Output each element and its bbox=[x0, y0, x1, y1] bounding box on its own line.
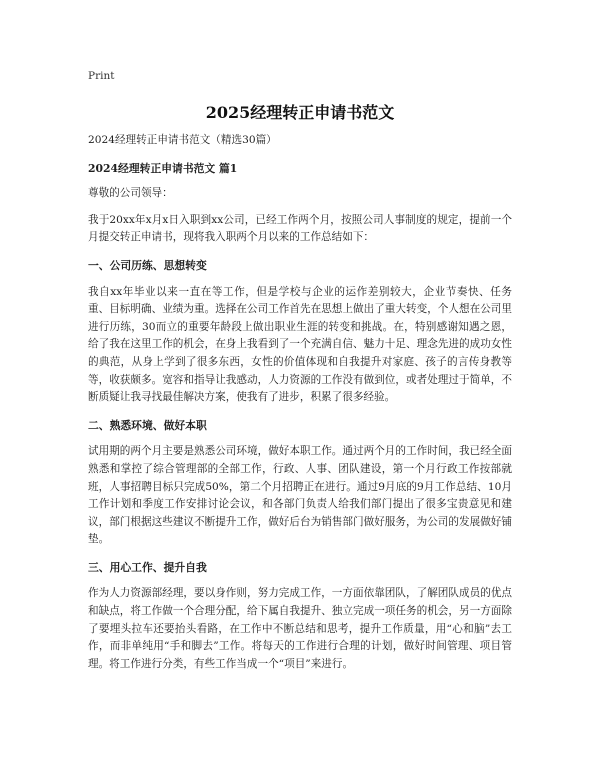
document-body bbox=[88, 132, 512, 683]
intro-paragraph: 我于20xx年x月x日入职到xx公司，已经工作两个月，按照公司人事制度的规定，提前一个月提交转正申请书，现将我入职两个月以来的工作总结如下： bbox=[88, 213, 512, 244]
page-title: 2025经理转正申请书范文 bbox=[205, 103, 395, 122]
greeting: 尊敬的公司领导： bbox=[88, 187, 173, 200]
document-subtitle: 2024经理转正申请书范文（精选30篇） bbox=[88, 134, 277, 146]
section-heading: 三、用心工作、提升自我 bbox=[88, 560, 207, 574]
section-heading: 二、熟悉环境、做好本职 bbox=[88, 418, 207, 432]
section-paragraph: 试用期的两个月主要是熟悉公司环境，做好本职工作。通过两个月的工作时间，我已经全面熟悉和掌控了综合管理部的全部工作，行政、人事、团队建设，第一个月行政工作按部就班，人事招聘目标只完成50%，第二个月招聘正在进行。通过9月底的9月工作总结、10月工作计划和季度工作安排讨论会议，和各部门负责人给我们部门提出了很多宝贵意见和建议，部门根据这些建议不断提升工作，做好后台为销售部门做好服务，为公司的发展做好铺垫。 bbox=[88, 445, 512, 546]
print-label[interactable]: Print bbox=[88, 70, 115, 82]
section-heading: 一、公司历练、思想转变 bbox=[88, 258, 207, 272]
article-heading: 2024经理转正申请书范文 篇1 bbox=[88, 161, 238, 175]
section-paragraph: 我自xx年毕业以来一直在等工作，但是学校与企业的运作差别较大，企业节奏快、任务重、目标明确、业绩为重。选择在公司工作首先在思想上做出了重大转变，个人想在公司里进行历练，30而立的重要年龄段上做出职业生涯的转变和挑战。在，特别感谢知遇之恩，给了我在这里工作的机会，在身上我看到了一个充满自信、魅力十足、理念先进的成功女性的典范，从身上学到了很多东西，女性的价值体现和自我提升对家庭、孩子的言传身教等等，收获颇多。宽容和指导让我感动，人力资源的工作没有做到位，或者处理过于简单，不断质疑让我寻找最佳解决方案，使我有了进步，积累了很多经验。 bbox=[88, 285, 512, 404]
section-paragraph: 作为人力资源部经理，要以身作则，努力完成工作，一方面依靠团队，了解团队成员的优点和缺点，将工作做一个合理分配，给下属自我提升、独立完成一项任务的机会，另一方面除了要埋头拉车还要抬头看路，在工作中不断总结和思考，提升工作质量，用“心和脑”去工作，而非单纯用“手和脚去”工作。将每天的工作进行合理的计划，做好时间管理、项目管理。将工作进行分类，有些工作当成一个“项目”来进行。 bbox=[88, 587, 512, 670]
